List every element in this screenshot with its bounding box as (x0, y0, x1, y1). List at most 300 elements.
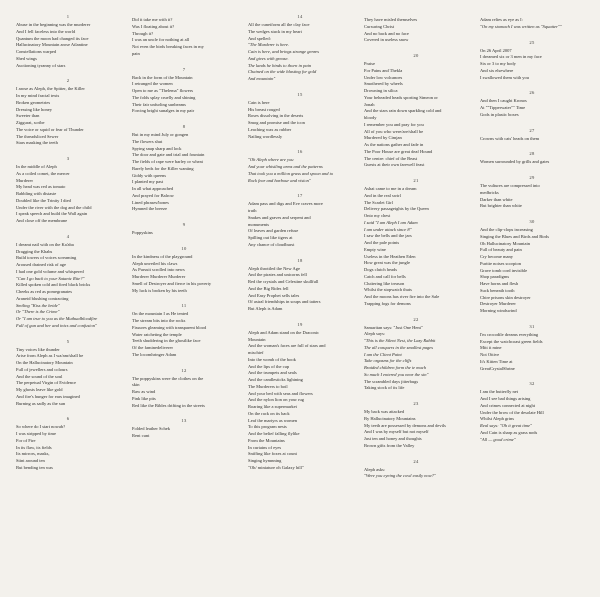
line: Or "There is the Crime" (16, 309, 60, 315)
line: Sweeter than (16, 113, 40, 119)
line: And prayed for Balrow (132, 192, 174, 198)
line: And the sound of the soul (16, 373, 63, 379)
line: In the middle of Aleph (16, 164, 57, 169)
line: And the stars rain down sparkling cold and (364, 108, 442, 114)
line: But Aleph is Adam (248, 306, 283, 311)
stanza (248, 322, 352, 472)
line: Murderer (16, 177, 33, 183)
stanza-lines (364, 17, 468, 44)
stanza-number: 26 (529, 90, 535, 96)
text-column-3 (242, 14, 358, 587)
stanza-lines (480, 332, 584, 373)
stanza-lines (480, 227, 584, 315)
line: Jonah (364, 101, 375, 107)
line: Full of gun and her and inics and confusion" (16, 322, 97, 328)
line: Praise (364, 61, 375, 66)
line: The voice or squid or fear of Thunder (16, 126, 84, 132)
line: Arise from Aleph as I wa/am/shall be (16, 353, 84, 359)
line: "Were you eyeing the cowl easily now?" (364, 473, 436, 479)
stanza-lines (132, 311, 236, 358)
line: And the nylon lion on your rug (248, 397, 304, 403)
line: Grave tomb cord invisible (480, 267, 528, 273)
line: Women surrounded by grills and gates (480, 159, 550, 165)
line: I planted my past (132, 179, 164, 185)
stanza (248, 258, 352, 313)
line: And the pale points (364, 240, 400, 245)
line: Have horns and flesh (480, 281, 519, 286)
line: Teeth shuddering in the ghostlike face (132, 338, 201, 344)
line: And the belief falling flylike (248, 431, 300, 436)
stanza (364, 53, 468, 169)
line: Useless in the Heathen Eden (364, 253, 416, 259)
line: And spelled: (248, 35, 271, 41)
line: Dragging the Khabs (16, 248, 53, 254)
stanza-lines (16, 347, 120, 408)
line: Of astral friendships in soups and tatters (248, 299, 321, 305)
line: And crimes connected at night (480, 402, 535, 408)
stanza (480, 324, 584, 373)
line: I had one gold volume and whispered (16, 268, 84, 274)
line: I was an uncle for nothing at all (132, 37, 190, 43)
stanza (480, 128, 584, 143)
line: Aleph and Adam stand on the Draconic (248, 329, 319, 335)
line: Water ratcheting the temple (132, 331, 182, 337)
line: And Easy Prophet sells tales (248, 292, 300, 298)
line: Smothered by wheels (364, 81, 403, 87)
line: Dressing like honey (16, 106, 52, 112)
line: And gives with grease. (248, 55, 289, 61)
line: In its flaw, its fields (16, 444, 52, 450)
line: How great was the jungle (364, 260, 410, 266)
stanza-number: 24 (413, 458, 419, 464)
stanza-number: 20 (413, 53, 419, 58)
stanza-number: 18 (297, 257, 303, 263)
stanza-lines (16, 22, 120, 69)
text-column-4 (358, 14, 474, 587)
line: His breast rouged (248, 106, 280, 112)
line: Folded leather Schek (132, 426, 170, 432)
line: And no back and no face (364, 30, 409, 36)
stanza (132, 368, 236, 410)
line: But bending ten was (16, 464, 53, 470)
line: monuments (248, 221, 269, 227)
line: Hallucinatory Mountain arose Atlantine (16, 42, 88, 48)
line: Trapping fogs for demons (364, 300, 411, 306)
line: So much I entered you near the sin" (364, 371, 429, 377)
line: In curtains of eyes (248, 444, 282, 450)
line: The vultures are compressed into (480, 183, 540, 188)
line: My luck is broken by his teeth (132, 287, 187, 293)
line: Braided children form the ie much (364, 365, 426, 370)
stanza-number: 14 (297, 14, 303, 19)
line: And close off the membrane (16, 218, 68, 223)
stanza (16, 156, 120, 225)
line: Guests at their own farewell feast (364, 162, 425, 168)
line: Through it? (132, 30, 154, 36)
stanza-number: 3 (66, 156, 70, 161)
line: Murderer Murderer Murderer (132, 274, 186, 279)
stanza-lines (16, 164, 120, 225)
line: And six elsewhere (480, 67, 514, 73)
line: Fissures gleaming with transparent blood (132, 324, 207, 330)
stanza-number: 1 (66, 14, 70, 19)
line: Poppyskins (132, 230, 153, 235)
line: The flowers shut (132, 138, 163, 144)
line: And the pirates and unicorns fell (248, 272, 307, 278)
line: "Oh Aleph where are you (248, 157, 294, 163)
stanza (132, 222, 236, 237)
stanza-number: 32 (529, 381, 535, 387)
line: Of leaves and garden refuse (248, 228, 299, 234)
line: Cheeks as red as pomegranates (16, 289, 72, 294)
line: Destroyer Murderer (480, 301, 516, 307)
line: Taking stock of its life (364, 385, 405, 391)
line: Under the brow of the desolate Hill (480, 409, 544, 415)
line: Murdered by Cimjan (364, 135, 402, 141)
stanza-number: 10 (181, 245, 187, 251)
line: To this program nests (248, 424, 287, 430)
stanza-lines (132, 426, 236, 440)
stanza-number: 16 (297, 149, 303, 155)
line: Darker than white (480, 196, 513, 202)
stanza (364, 459, 468, 481)
line: Auctioning tyranny of stars (16, 62, 66, 68)
stanza-lines (16, 424, 120, 471)
line: As Pursuit scrolled into news (132, 267, 185, 273)
stanza-lines (132, 230, 236, 237)
line: The lands he binds to thorn in pain (248, 62, 312, 68)
stanza-number: 22 (413, 316, 419, 322)
line: "On my stomach I was written as "Squatter"" (480, 23, 562, 29)
line: Covered in useless snow (364, 37, 409, 43)
line: GreatCrystalShrine (480, 365, 515, 371)
line: And your whistling arms and the patterns (248, 164, 323, 169)
line: Broken geometries (16, 99, 51, 105)
line: I arose as Aleph, the Spitter, the Killer (16, 86, 85, 92)
line: Of the faminedeliverer (132, 345, 173, 350)
line: Killed spoken cold and fired black bricks (16, 282, 91, 288)
line: All of you who were/are/shall be (364, 128, 424, 134)
line: Singing hymnning (248, 458, 282, 463)
stanza-number: 11 (181, 303, 187, 309)
line: Stars masking the teeth (16, 140, 58, 146)
line: My teeth are possessed by demons and devils (364, 422, 446, 428)
line: Hymned the breeze (132, 206, 167, 212)
line: "This is the Silent Nest, the Lazy Rabbit (364, 338, 436, 343)
line: I dreamt nail with on the Ka'aba (16, 241, 74, 247)
text-column-1 (10, 14, 126, 587)
stanza-number: 28 (529, 151, 535, 157)
line: Did it take me with it? (132, 17, 173, 22)
line: "Oh/ miniature oh Galaxy hill" (248, 464, 304, 470)
stanza-lines (364, 467, 468, 481)
line: Suck beneath tooth (480, 287, 515, 293)
line: I was stripped by time (16, 431, 56, 436)
line: Or "I am true to you as the Muthualbloodfire (16, 316, 98, 321)
line: At ""Tipperwater"" Time (480, 105, 526, 110)
line: And the trumpets and seals (248, 370, 297, 376)
line: I am under attack since 8" (364, 226, 412, 232)
line: And fire's hunger for ears imagined (16, 393, 80, 399)
line: Spilling out like tigers at (248, 235, 293, 240)
line: On the mountain I as He tented (132, 311, 189, 317)
line: My head was red as tomato (16, 184, 66, 190)
line: Samaritan says: "Just One Hent" (364, 324, 423, 330)
line: Into the womb of the book (248, 356, 296, 362)
line: The folds splay cruelly and shining (132, 94, 196, 100)
stanza-lines (480, 159, 584, 166)
line: And the candlesticks lightning (248, 377, 303, 382)
stanza (480, 14, 584, 31)
line: Just ten and honey and thoughts (364, 436, 422, 441)
line: Stint around ten (16, 458, 45, 463)
stanza (480, 40, 584, 82)
line: Aroused drained risk of age (16, 262, 66, 267)
stanza (480, 175, 584, 210)
line: Shop paradigms (480, 274, 510, 280)
line: I am the Client Paint (364, 351, 402, 357)
line: I swallowed them with you (480, 74, 529, 80)
line: On the rack on its back (248, 410, 290, 416)
line: Delivery passageights by the Queen (364, 206, 429, 212)
line: Their fair unfurling sunbeams (132, 101, 186, 107)
line: Barely beds for the Killer wanting (132, 165, 194, 171)
line: Smog and promise and the icon (248, 120, 305, 125)
line: Forcing bright sunalges in my pair (132, 108, 195, 114)
line: Lined phrases/bones (132, 199, 169, 205)
text-column-5 (474, 14, 590, 587)
line: "All — good crime" (480, 436, 516, 442)
stanza (364, 401, 468, 450)
line: The locomhringer Adam (132, 351, 177, 357)
line: "Can I go back to your Satanic Rite?" (16, 275, 85, 281)
line: The Murderers to boil (248, 383, 288, 389)
line: By Hallucinatory Mountains (364, 415, 416, 421)
line: In my mind fractal texts (16, 93, 60, 98)
stanza (16, 78, 120, 147)
stanza (480, 381, 584, 443)
stanza-lines (132, 376, 236, 410)
line: mischief (248, 350, 264, 355)
line: I dreamed six or 3 men in my face (480, 54, 542, 60)
line: Crowns with cats' heads on them (480, 135, 540, 141)
line: It's Kitten Time at (480, 358, 513, 364)
line: Drowning in silica (364, 88, 398, 93)
line: Cry become many (480, 254, 513, 259)
line: Red the crystals and Celestine skullfull (248, 279, 319, 284)
stanza-lines (480, 98, 584, 118)
line: And the lips of the cup (248, 363, 290, 369)
stanza-number: 13 (181, 418, 187, 424)
line: Ashai came to me in a dream (364, 186, 417, 191)
line: Gods in plastic boxes (480, 111, 519, 117)
line: Cluttering like treason (364, 280, 405, 286)
line: Whilst Aleph grins (480, 416, 514, 422)
stanza (480, 90, 584, 118)
line: And the moons has river fire into the Sale (364, 294, 440, 299)
line: I said "I am Aleph I am Adam (364, 219, 418, 225)
line: Open to me as "Thelema" flowers (132, 88, 194, 93)
line: I retranged the women (132, 81, 173, 87)
stanza-lines (248, 22, 352, 83)
line: Mountain (248, 336, 266, 342)
line: Was I floating about it? (132, 23, 175, 29)
line: Adam relies as eye as I: (480, 17, 523, 22)
line: That took you a million grass and spoon and to (248, 170, 334, 176)
line: Smiling "Kiss the bride" (16, 302, 60, 308)
stanza (248, 92, 352, 141)
line: Real says: "Oh it great time" (480, 423, 532, 428)
line: Six or 3 to my body (480, 61, 516, 66)
line: Abuse in the beginning was the murderer (16, 22, 91, 27)
stanza (16, 339, 120, 408)
line: They have misled themselves (364, 17, 418, 22)
line: The Scarlet Girl (364, 199, 393, 205)
stanza (16, 234, 120, 330)
line: Sniffing like foxes at count (248, 451, 297, 457)
stanza-lines (480, 136, 584, 143)
line: And the clip-clops increasing (480, 227, 533, 232)
line: Chire prisons skin destroyer (480, 294, 531, 300)
line: The scrambled days jitterbugs (364, 378, 419, 384)
line: Spying snap sharp and lock (132, 145, 182, 151)
line: Build towers of voices screaming (16, 255, 77, 261)
line: I saw the bells and the jars (364, 233, 412, 239)
line: The Poor House are great deaf Hound (364, 148, 433, 154)
line: Aleph unveiled his claws (132, 260, 178, 266)
stanza-number: 27 (529, 127, 535, 133)
stanza-lines (248, 201, 352, 248)
line: Onto my chest (364, 213, 391, 218)
stanza-lines (132, 254, 236, 295)
stanza-lines (480, 48, 584, 82)
line: Dogs clutch heads (364, 267, 397, 272)
line: And then I caught Kronos (480, 98, 527, 104)
line: Cain is here, and brings strange genres (248, 49, 320, 54)
stanza-number: 21 (413, 178, 419, 183)
line: The door and gate and trial and fountain (132, 152, 205, 158)
line: Araneid blushing contracting (16, 295, 69, 301)
line: Whilst the stopwatch thuts (364, 287, 412, 293)
line: For Pains and Thekla (364, 67, 403, 73)
line: I speak speech and build the Wall again (16, 211, 88, 217)
stanza-number: 30 (529, 219, 535, 224)
stanza-lines (132, 132, 236, 213)
stanza-lines (248, 330, 352, 472)
line: My back was attacked (364, 409, 405, 414)
stanza-number: 29 (529, 175, 535, 180)
line: From the Mountains (248, 437, 285, 443)
stanza (248, 14, 352, 83)
line: Singing the Blues and Birds and Birds (480, 233, 549, 239)
stanza (16, 14, 120, 69)
line: Aleph throttled the New Age (248, 265, 300, 271)
line: My ghosts leave like gold (16, 387, 63, 392)
stanza (132, 124, 236, 213)
line: Red like the Bibles drifting in the streets (132, 402, 205, 408)
stanza (248, 193, 352, 248)
line: The stream bits into the rocks (132, 318, 186, 323)
stanza-lines (132, 75, 236, 116)
stanza (364, 317, 468, 393)
line: And Cain is sharp as grass nods (480, 429, 538, 435)
line: And the woman's faces are full of stars and (248, 343, 326, 349)
line: Raw as wind (132, 389, 156, 394)
line: Aleph says: (364, 331, 386, 337)
line: Leaf the martyrs as women (248, 417, 297, 423)
line: Ziggurat, scribe (16, 120, 45, 125)
line: Burning as sadly as the sun (16, 400, 66, 406)
line: The fields of rape were barley or wheat (132, 159, 203, 164)
stanza-lines (480, 17, 584, 31)
stanza-lines (480, 183, 584, 210)
line: And I see bad things arising (480, 396, 531, 401)
line: The wedges stuck in my heart (248, 28, 302, 34)
line: Smell of Destroyer and fierce in his poverty (132, 280, 212, 286)
stanza-number: 8 (182, 124, 186, 129)
stanza-number: 5 (66, 338, 70, 344)
line: Cursuring Christ (364, 23, 395, 29)
stanza-lines (248, 266, 352, 313)
stanza (364, 14, 468, 44)
stanza-number: 7 (182, 66, 186, 72)
stanza (248, 149, 352, 184)
line: The poppyskins were the clothes on the (132, 375, 204, 381)
line: Rent cunt (132, 433, 150, 438)
line: pain (132, 50, 140, 56)
stanza-number: 9 (182, 222, 186, 227)
line: But in my mind July or gongen (132, 132, 189, 137)
stanza-lines (248, 157, 352, 184)
line: Your beheaded heads sporting Simeon or (364, 94, 438, 100)
line: On the Hallucinatory Mountain (16, 360, 73, 365)
line: Any chance of cloudburst (248, 241, 295, 247)
stanza-number: 15 (297, 91, 303, 97)
line: Not Ottive (480, 352, 500, 357)
stanza (480, 219, 584, 315)
line: Full of jewellers and colours (16, 366, 68, 372)
line: As the nations gather and fade in (364, 142, 424, 147)
line: And I was by myself but not myself (364, 429, 429, 435)
line: I am the butterfly net (480, 389, 518, 395)
stanza (132, 246, 236, 295)
line: The threadsliced Sewer (16, 133, 59, 139)
line: Babbling with distaste (16, 191, 57, 196)
stanza-number: 6 (66, 416, 70, 422)
stanza-lines (364, 325, 468, 393)
line: In all what approached (132, 186, 174, 191)
stanza-lines (364, 409, 468, 450)
stanza (16, 416, 120, 471)
stanza-number: 31 (529, 323, 535, 329)
line: Brown gifts from the Valley (364, 442, 415, 448)
line: Catch and call for bells (364, 273, 406, 279)
line: Puritte noises scorpion (480, 260, 521, 266)
line: I'm crocodile dreams everything (480, 331, 539, 337)
line: All the cuneiform all the clay face (248, 22, 310, 27)
line: Roaring like a supermarket (248, 404, 297, 409)
line: And I fell faceless into the world (16, 28, 76, 34)
line: Snakes and graves and serpent and (248, 214, 311, 220)
line: Nailing wordlessly (248, 133, 283, 139)
line: Mitt it mine (480, 345, 502, 351)
line: But brighter than white (480, 203, 522, 209)
line: Back in the form of the Mountain (132, 74, 193, 80)
stanza-number: 23 (413, 401, 419, 406)
stanza (132, 67, 236, 116)
stanza-lines (248, 100, 352, 141)
stanza (480, 151, 584, 166)
